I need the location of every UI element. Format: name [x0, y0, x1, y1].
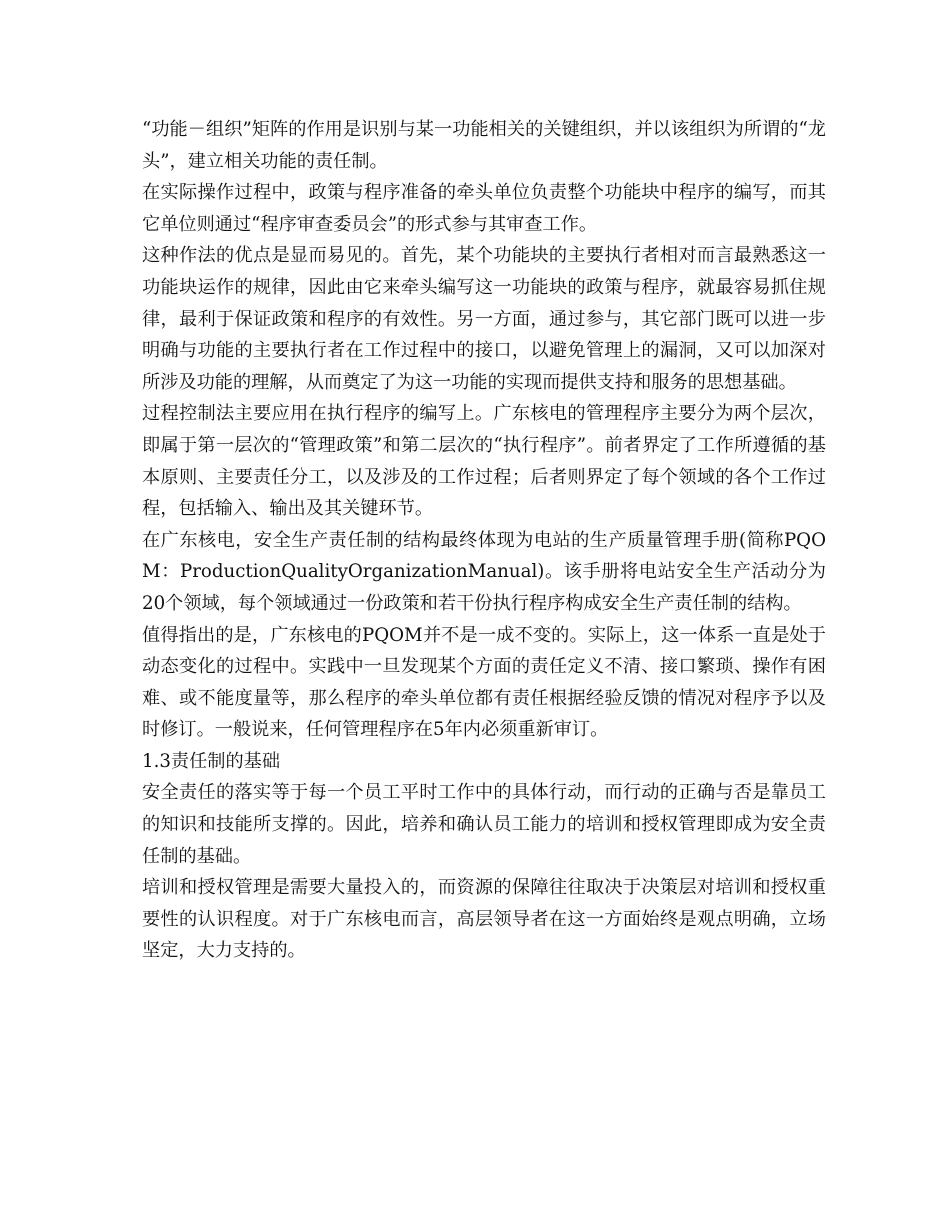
paragraph-advantages: 这种作法的优点是显而易见的。首先，某个功能块的主要执行者相对而言最熟悉这一功能块运作的规律，因此由它来牵头编写这一功能块的政策与程序，就最容易抓住规律，最利于保证政策和程序的有效性。另一方面，通过参与，其它部门既可以进一步明确与功能的主要执行者在工作过程中的接口，以避免管理上的漏洞，又可以加深对所涉及功能的理解，从而奠定了为这一功能的实现而提供支持和服务的思想基础。	[142, 245, 826, 393]
paragraph-process-control: 过程控制法主要应用在执行程序的编写上。广东核电的管理程序主要分为两个层次，即属于第一层次的“管理政策”和第二层次的“执行程序”。前者界定了工作所遵循的基本原则、主要责任分工，以及涉及的工作过程；后者则界定了每个领域的各个工作过程，包括输入、输出及其关键环节。	[142, 403, 826, 520]
document-body	[142, 114, 826, 967]
section-heading: 1.3责任制的基础	[142, 750, 281, 772]
paragraph-pqom-revision: 值得指出的是，广东核电的PQOM并不是一成不变的。实际上，这一体系一直是处于动态变化的过程中。实践中一旦发现某个方面的责任定义不清、接口繁琐、操作有困难、或不能度量等，那么程序的牵头单位都有责任根据经验反馈的情况对程序予以及时修订。一般说来，任何管理程序在5年内必须重新审订。	[142, 624, 826, 741]
paragraph-program-writing: 在实际操作过程中，政策与程序准备的牵头单位负责整个功能块中程序的编写，而其它单位则通过“程序审查委员会”的形式参与其审查工作。	[142, 182, 826, 235]
paragraph-training-authorization: 培训和授权管理是需要大量投入的，而资源的保障往往取决于决策层对培训和授权重要性的认识程度。对于广东核电而言，高层领导者在这一方面始终是观点明确，立场坚定，大力支持的。	[142, 877, 826, 962]
paragraph-responsibility-basis: 安全责任的落实等于每一个员工平时工作中的具体行动，而行动的正确与否是靠员工的知识和技能所支撑的。因此，培养和确认员工能力的培训和授权管理即成为安全责任制的基础。	[142, 782, 826, 867]
paragraph-function-organization-matrix: “功能－组织”矩阵的作用是识别与某一功能相关的关键组织，并以该组织为所谓的“龙头”，建立相关功能的责任制。	[142, 119, 826, 172]
paragraph-pqom-structure: 在广东核电，安全生产责任制的结构最终体现为电站的生产质量管理手册(简称PQOM：ProductionQualityOrganizationManual)。该手册将电站安全生产活动分为20个领域，每个领域通过一份政策和若干份执行程序构成安全生产责任制的结构。	[142, 529, 826, 614]
